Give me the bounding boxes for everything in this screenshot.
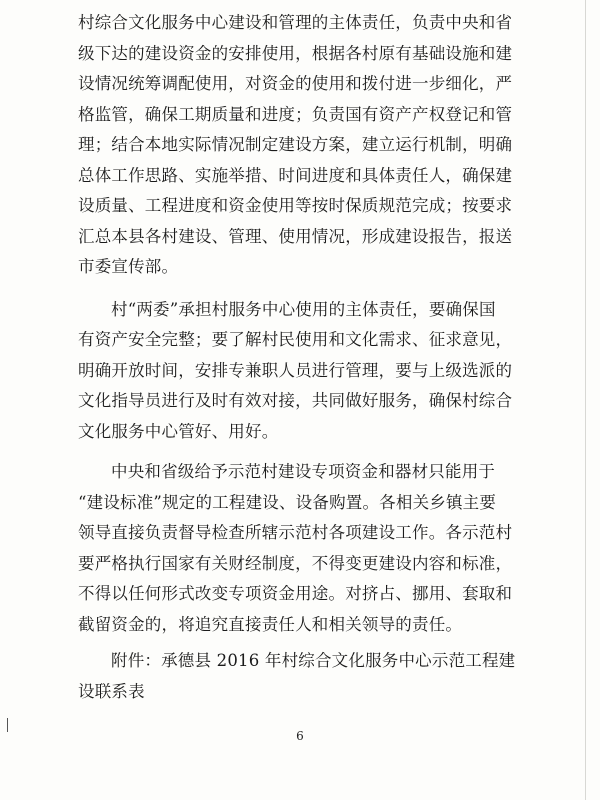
paragraph-special-funds bbox=[78, 457, 518, 640]
text-line: 设质量、工程进度和资金使用等按时保质规范完成；按要求 bbox=[78, 196, 513, 215]
text-line: 文化服务中心管好、用好。 bbox=[78, 421, 279, 441]
paragraph-responsibilities bbox=[78, 8, 518, 283]
text-line: 中央和省级给予示范村建设专项资金和器材只能用于 bbox=[111, 462, 496, 481]
text-line: 附件：承德县 2016 年村综合文化服务中心示范工程建 bbox=[111, 651, 516, 670]
text-line: 市委宣传部。 bbox=[78, 257, 179, 276]
text-line: 截留资金的，将追究直接责任人和相关领导的责任。 bbox=[78, 614, 463, 634]
text-line: 不得以任何形式改变专项资金用途。对挤占、挪用、套取和 bbox=[78, 584, 513, 603]
text-line: 村“两委”承担村服务中心使用的主体责任，要确保国 bbox=[111, 299, 496, 319]
text-line: 设联系表 bbox=[78, 681, 145, 701]
text-line: 级下达的建设资金的安排使用，根据各村原有基础设施和建 bbox=[78, 43, 513, 63]
text-line: 总体工作思路、实施举措、时间进度和具体责任人，确保建 bbox=[78, 165, 513, 185]
text-line: 设情况统筹调配使用，对资金的使用和拨付进一步细化，严 bbox=[78, 74, 513, 93]
page-number: 6 bbox=[296, 729, 304, 743]
text-line: 明确开放时间，安排专兼职人员进行管理，要与上级选派的 bbox=[78, 360, 513, 380]
scan-edge-line bbox=[585, 0, 586, 800]
text-line: 要严格执行国家有关财经制度，不得变更建设内容和标准， bbox=[78, 553, 513, 573]
text-line: 领导直接负责督导检查所辖示范村各项建设工作。各示范村 bbox=[78, 523, 513, 542]
text-line: “建设标准”规定的工程建设、设备购置。各相关乡镇主要 bbox=[78, 492, 497, 512]
text-line: 村综合文化服务中心建设和管理的主体责任，负责中央和省 bbox=[78, 13, 513, 32]
document-body bbox=[78, 8, 518, 707]
paragraph-attachment bbox=[78, 646, 518, 707]
text-line: 文化指导员进行及时有效对接，共同做好服务，确保村综合 bbox=[78, 391, 513, 410]
paragraph-village-committees bbox=[78, 295, 518, 448]
text-line: 有资产安全完整；要了解村民使用和文化需求、征求意见， bbox=[78, 330, 513, 349]
text-line: 理；结合本地实际情况制定建设方案，建立运行机制，明确 bbox=[78, 135, 513, 154]
text-line: 汇总本县各村建设、管理、使用情况，形成建设报告，报送 bbox=[78, 226, 513, 246]
text-line: 格监管，确保工期质量和进度；负责国有资产产权登记和管 bbox=[78, 104, 513, 124]
